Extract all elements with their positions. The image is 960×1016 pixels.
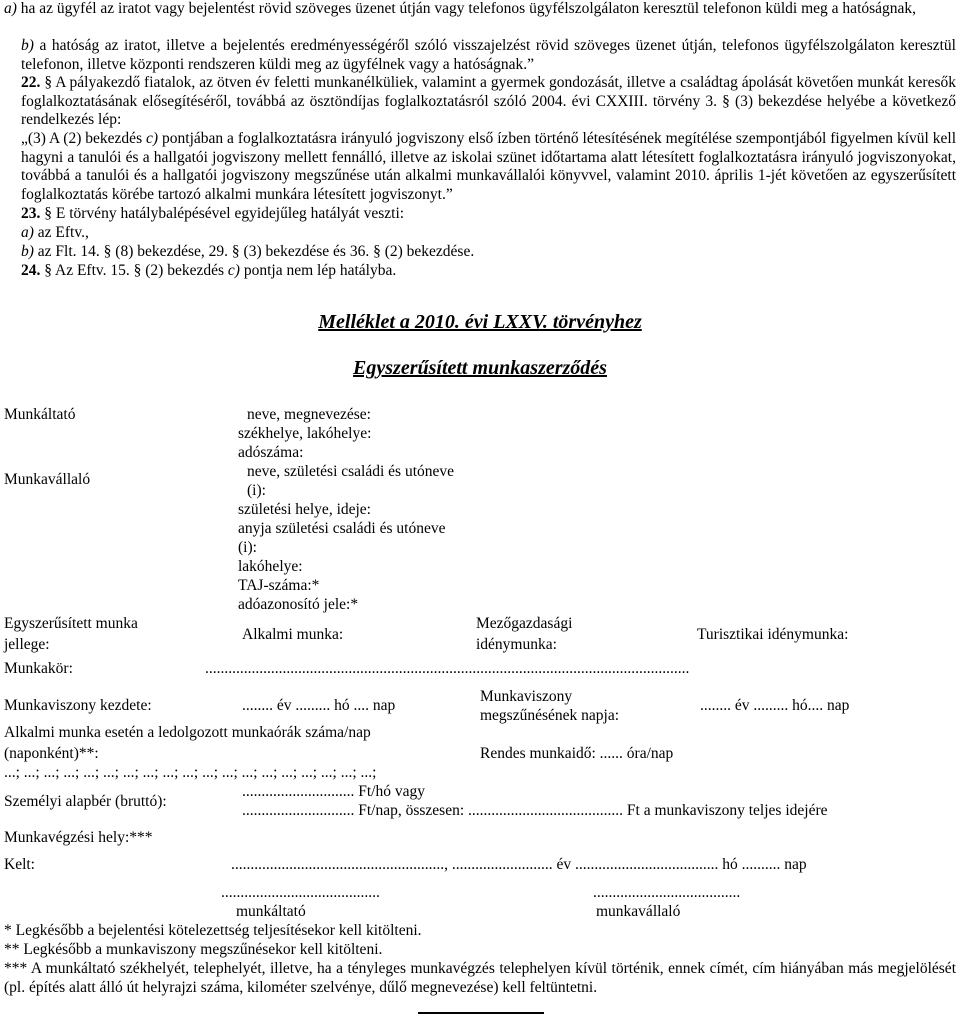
regular-hours: Rendes munkaidő: ...... óra/nap — [480, 745, 674, 762]
end-label-2: megszűnésének napja: — [480, 707, 620, 724]
section-22-text: § A pályakezdő fiatalok, az ötven év feletti munkanélküliek, valamint a gyermek gondozását, illetve a családtag ápolását követően munkát keresők foglalkoztatásának elősegítéséről, továbbá az ösztöndíjas foglalkoztatásról szóló 2004. évi CXXIII. törvény 3. § (3) bekezdése helyébe a következő rendelkezés lép: — [21, 74, 956, 128]
employer-label: Munkáltató — [4, 406, 76, 423]
work-type-label-1: Egyszerűsített munka — [4, 615, 138, 632]
intro-a-text: ha az ügyfél az iratot vagy bejelentést rövid szöveges üzenet útján vagy telefonos ügyfélszolgálaton keresztül telefonon küldi meg a hatóságnak, — [16, 0, 917, 17]
annex-title: Melléklet a 2010. évi LXXV. törvényhez — [318, 311, 642, 333]
employee-name-field: neve, születési családi és utóneve — [247, 463, 455, 480]
employee-taj-field: TAJ-száma:* — [238, 577, 320, 594]
item-mark: a) — [4, 0, 17, 17]
footnote-2: ** Legkésőbb a munkaviszony megszűnésekor kell kitölteni. — [4, 941, 383, 958]
section-22-quote — [4, 130, 956, 204]
item-mark: a) — [21, 224, 34, 241]
section-24-text-a: § Az Eftv. 15. § (2) bekezdés — [40, 262, 228, 279]
employer-seat-field: székhelye, lakóhelye: — [238, 425, 372, 442]
section-23-text: § E törvény hatálybalépésével egyidejűleg hatályát veszti: — [40, 205, 405, 222]
signature-label-employee: munkavállaló — [596, 903, 681, 920]
start-label: Munkaviszony kezdete: — [4, 697, 152, 714]
section-number: 22. — [21, 74, 41, 91]
section-number: 23. — [21, 205, 41, 222]
quote-text-b: pontjában a foglalkoztatásra irányuló jogviszony első ízben történő létesítésének megítélése szempontjából figyelmen kívül kell hagyni a tanulói és a hallgatói jogviszony mellett fennálló, illetve az iskolai szünet időtartama alatt létesített foglalkoztatásra irányuló jogviszonyokat, továbbá a tanulói és a hallgatói jogviszony megszűnése után alkalmi munkavállalói könyvvel, valamint 2010. április 1-jét követően az egyszerűsített foglalkoztatás körébe tartozó alkalmi munkára létesített jogviszonyt.” — [21, 130, 956, 203]
employee-name-suffix: (i): — [247, 482, 266, 499]
place-label: Munkavégzési hely:*** — [4, 829, 153, 846]
work-type-tourism: Turisztikai idénymunka: — [697, 626, 849, 643]
hours-dots: ...; ...; ...; ...; ...; ...; ...; ...; ...; ...; ...; ...; ...; ...; ...; ...; ...; ...; ...; — [4, 764, 377, 781]
job-dots: ............................................................................................................................. — [205, 660, 690, 677]
section-23-item-a — [4, 224, 956, 243]
item-text: az Eftv., — [33, 224, 89, 241]
wage-line-2: ............................. Ft/nap, összesen: ........................................ Ft a munkaviszony teljes idejére — [242, 802, 828, 819]
item-mark: b) — [21, 243, 34, 260]
employee-mother-suffix: (i): — [238, 539, 257, 556]
section-24 — [4, 262, 956, 281]
intro-paragraph-a — [4, 0, 956, 19]
item-mark: c) — [146, 130, 159, 147]
hours-label-2: (naponként)**: — [4, 745, 99, 762]
work-type-casual: Alkalmi munka: — [242, 626, 344, 643]
footnote-3: *** A munkáltató székhelyét, telephelyét, illetve, ha a tényleges munkavégzés telephelyen kívül történik, ennek címét, cím hiányában más megjelölését (pl. építés alatt álló út helyrajzi száma, kilométer szelvénye, dűlő megnevezése) kell feltüntetni. — [4, 960, 956, 996]
end-label-1: Munkaviszony — [480, 688, 573, 705]
kelt-value: ......................................................., .......................... év ..................................... hó .......... nap — [231, 856, 807, 873]
wage-label: Személyi alapbér (bruttó): — [4, 793, 167, 810]
signature-label-employer: munkáltató — [236, 903, 306, 920]
page-bottom-rule — [418, 1012, 544, 1014]
employee-residence-field: lakóhelye: — [238, 558, 303, 575]
work-type-label-2: jellege: — [4, 636, 50, 653]
employer-name-field: neve, megnevezése: — [247, 406, 371, 423]
kelt-label: Kelt: — [4, 856, 35, 873]
work-type-agri-1: Mezőgazdasági — [476, 615, 573, 632]
employee-taxid-field: adóazonosító jele:* — [238, 596, 359, 613]
employee-label: Munkavállaló — [4, 471, 91, 488]
end-value: ........ év ......... hó.... nap — [700, 697, 850, 714]
item-text: az Flt. 14. § (8) bekezdése, 29. § (3) bekezdése és 36. § (2) bekezdése. — [33, 243, 475, 260]
employer-tax-field: adószáma: — [238, 444, 304, 461]
contract-title: Egyszerűsített munkaszerződés — [353, 357, 607, 379]
intro-paragraph-b — [4, 37, 956, 74]
employee-mother-field: anyja születési családi és utóneve — [238, 520, 446, 537]
hours-label-1: Alkalmi munka esetén a ledolgozott munkaórák száma/nap — [4, 724, 371, 741]
job-label: Munkakör: — [4, 660, 73, 677]
section-23-item-b — [4, 243, 956, 262]
work-type-agri-2: idénymunka: — [476, 636, 557, 653]
item-mark: b) — [21, 37, 34, 54]
section-23 — [4, 205, 956, 224]
quote-text-a: „(3) A (2) bekezdés — [21, 130, 147, 147]
section-24-text-b: pontja nem lép hatályba. — [239, 262, 397, 279]
footnote-1: * Legkésőbb a bejelentési kötelezettség teljesítésekor kell kitölteni. — [4, 922, 422, 939]
wage-line-1: ............................. Ft/hó vagy — [242, 783, 425, 800]
signature-line-employee: ...................................... — [593, 884, 741, 901]
section-22 — [4, 74, 956, 130]
employee-birth-field: születési helye, ideje: — [238, 501, 371, 518]
item-mark: c) — [227, 262, 240, 279]
signature-line-employer: ......................................... — [221, 884, 380, 901]
section-number: 24. — [21, 262, 41, 279]
start-value: ........ év ......... hó .... nap — [242, 697, 396, 714]
intro-b-text: a hatóság az iratot, illetve a bejelentés eredményességéről szóló visszajelzést rövid szöveges üzenet útján, telefonos ügyfélszolgálaton keresztül telefonon, illetve központi rendszeren küldi meg az ügyfélnek vagy a hatóságnak.” — [21, 37, 956, 73]
